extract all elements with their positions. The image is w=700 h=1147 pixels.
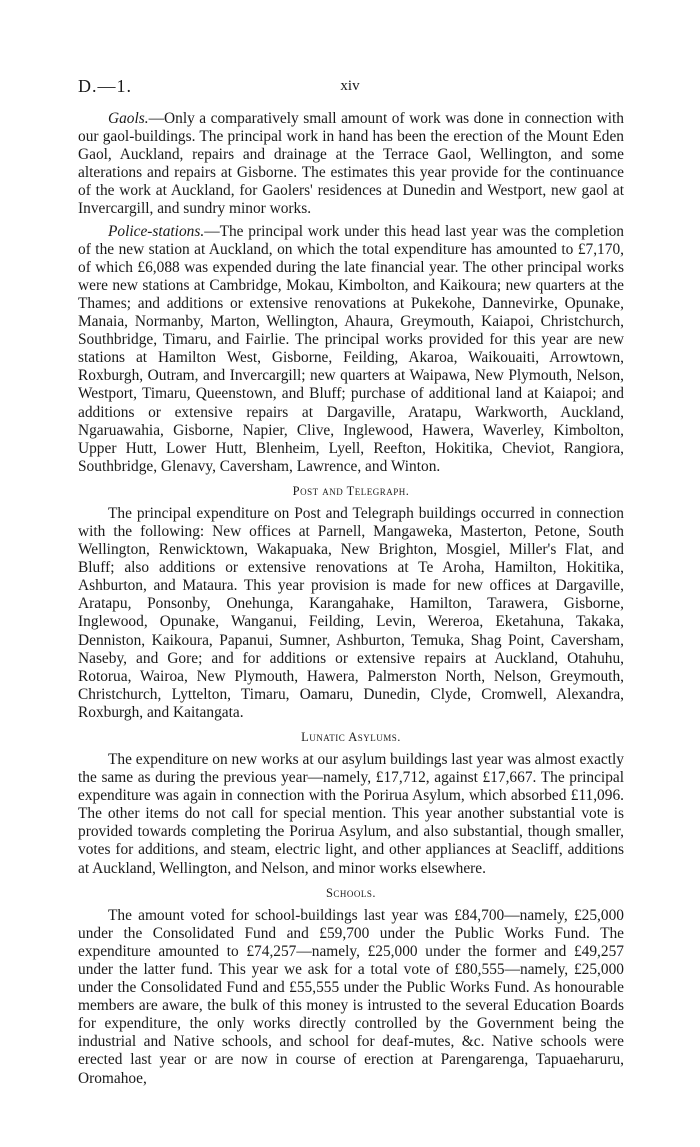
schools-heading: Schools. <box>325 885 377 900</box>
police-heading: Police-stations. <box>108 222 205 240</box>
gaols-paragraph <box>78 110 624 219</box>
gaols-heading: Gaols. <box>108 110 149 127</box>
post-telegraph-paragraph: The principal expenditure on Post and Telegraph buildings occurred in connection with the following: New offices at Parnell, Mangaweka, Masterton, Petone, South Wellington, Renwicktown, Wakapuaka, New Brighton, Mosgiel, Miller's Flat, and Bluff; also additions or extensive renovations at Te Aroha, Hamilton, Hokitika, Ashburton, and Mataura. This year provision is made for new offices at Dargaville, Aratapu, Ponsonby, Onehunga, Karangahake, Hamilton, Tarawera, Gisborne, Inglewood, Opunake, Wanganui, Feilding, Levin, Wereroa, Eketahuna, Takaka, Denniston, Kaikoura, Papanui, Sumner, Ashburton, Temuka, Shag Point, Caversham, Naseby, and Gore; and for additions or extensive repairs at Auckland, Otahuhu, Rotorua, Wairoa, New Plymouth, Hawera, Palmerston North, Nelson, Greymouth, Christchurch, Lyttelton, Timaru, Oamaru, Dunedin, Clyde, Cromwell, Alexandra, Roxburgh, and Kaitangata. <box>78 504 624 721</box>
lunatic-asylums-paragraph: The expenditure on new works at our asylum buildings last year was almost exactly the same as during the previous year—namely, £17,712, against £17,667. The principal expenditure was again in connection with the Porirua Asylum, which absorbed £11,096. The other items do not call for special mention. This year another substantial vote is provided towards completing the Porirua Asylum, and also substantial, though smaller, votes for additions, and steam, electric light, and other appliances at Seacliff, additions at Auckland, Wellington, and Nelson, and minor works elsewhere. <box>78 751 624 877</box>
schools-paragraph: The amount voted for school-buildings last year was £84,700—namely, £25,000 under the Consolidated Fund and £59,700 under the Public Works Fund. The expenditure amounted to £74,257—namely, £25,000 under the former and £49,257 under the latter fund. This year we ask for a total vote of £80,555—namely, £25,000 under the Consolidated Fund and £55,555 under the Public Works Fund. As honourable members are aware, the bulk of this money is intrusted to the several Education Boards for expenditure, the only works directly controlled by the Government being the industrial and Native schools, and school for deaf-mutes, &c. Native schools were erected last year or are now in course of erection at Parengarenga, Tapuaeharuru, Oromahoe, <box>78 906 624 1087</box>
gaols-text: —Only a comparatively small amount of work was done in connection with our gaol-buildings. The principal work in hand has been the erection of the Mount Eden Gaol, Auckland, repairs and drainage at the Terrace Gaol, Wellington, and some alterations and repairs at Gisborne. The estimates this year provide for the continuance of the work at Auckland, for Gaolers' residences at Dunedin and Westport, new gaol at Invercargill, and sundry minor works. <box>78 110 624 218</box>
document-reference: D.—1. <box>78 76 132 96</box>
page-header <box>78 76 622 96</box>
page-body <box>78 110 624 1088</box>
lunatic-asylums-heading: Lunatic Asylums. <box>301 730 401 744</box>
post-telegraph-heading: Post and Telegraph. <box>292 483 410 498</box>
police-paragraph <box>78 223 624 476</box>
page-number: xiv <box>340 78 360 94</box>
police-text: —The principal work under this head last year was the completion of the new station at Auckland, on which the total expenditure has amounted to £7,170, of which £6,088 was expended during the late financial year. The other principal works were new stations at Cambridge, Mokau, Kimbolton, and Kaikoura; new quarters at the Thames; and additions or extensive renovations at Pukekohe, Dannevirke, Opunake, Manaia, Normanby, Marton, Wellington, Ahaura, Greymouth, Kaiapoi, Christchurch, Southbridge, Timaru, and Fairlie. The principal works provided for this year are new stations at Hamilton West, Gisborne, Feilding, Akaroa, Waikouaiti, Arrowtown, Roxburgh, Outram, and Invercargill; new quarters at Waipawa, New Plymouth, Nelson, Westport, Timaru, Queenstown, and Bluff; purchase of additional land at Kaiapoi; and additions or extensive repairs at Dargaville, Aratapu, Warkworth, Auckland, Ngaruawahia, Gisborne, Napier, Clive, Inglewood, Hawera, Waverley, Kimbolton, Upper Hutt, Lower Hutt, Blenheim, Lyell, Reefton, Hokitika, Cheviot, Rangiora, Southbridge, Glenavy, Caversham, Lawrence, and Winton. <box>78 222 624 475</box>
